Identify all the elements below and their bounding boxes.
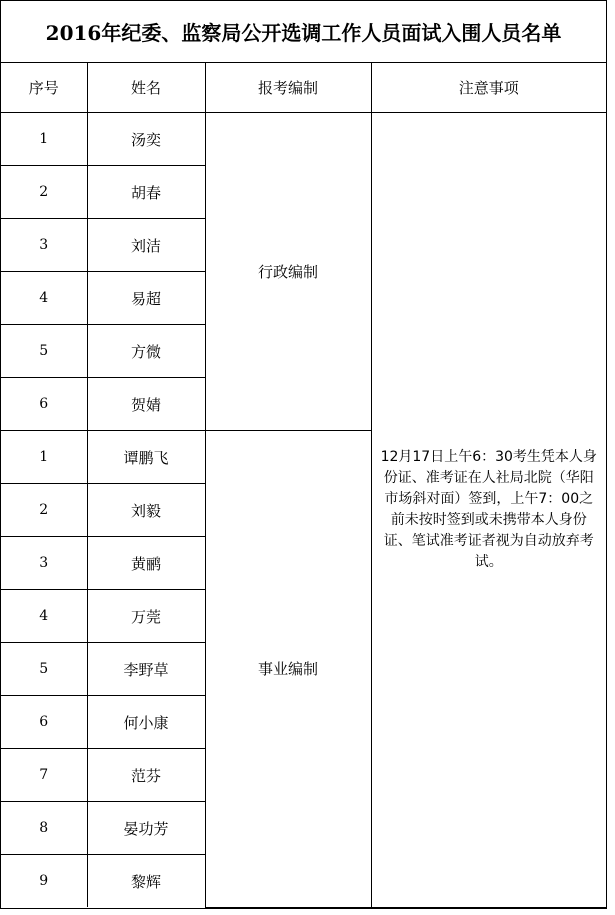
cell-name: 胡春 [87,166,205,219]
cell-name: 易超 [87,272,205,325]
header-name: 姓名 [87,63,205,113]
header-notes: 注意事项 [371,63,606,113]
page-title: 2016年纪委、监察局公开选调工作人员面试入围人员名单 [1,1,606,63]
cell-seq: 2 [1,484,87,537]
cell-name: 范芬 [87,749,205,802]
cell-seq: 4 [1,590,87,643]
cell-name: 谭鹏飞 [87,431,205,484]
cell-name: 刘洁 [87,219,205,272]
cell-name: 贺婧 [87,378,205,431]
table-row [1,113,606,166]
cell-seq: 6 [1,696,87,749]
cell-name: 何小康 [87,696,205,749]
cell-seq: 1 [1,113,87,166]
cell-name: 汤奕 [87,113,205,166]
cell-seq: 1 [1,431,87,484]
table-header-row [1,63,606,113]
cell-seq: 4 [1,272,87,325]
cell-seq: 2 [1,166,87,219]
cell-seq: 5 [1,643,87,696]
cell-seq: 3 [1,219,87,272]
header-seq: 序号 [1,63,87,113]
cell-seq: 9 [1,855,87,908]
cell-seq: 7 [1,749,87,802]
cell-name: 黎辉 [87,855,205,908]
cell-seq: 3 [1,537,87,590]
header-category: 报考编制 [205,63,371,113]
cell-name: 晏功芳 [87,802,205,855]
cell-seq: 5 [1,325,87,378]
cell-name: 方微 [87,325,205,378]
cell-seq: 6 [1,378,87,431]
notes-cell: 12月17日上午6：30考生凭本人身份证、准考证在人社局北院（华阳市场斜对面）签到，上午7：00之前未按时签到或未携带本人身份证、笔试准考证者视为自动放弃考试。 [371,113,606,908]
cell-category: 事业编制 [205,431,371,908]
cell-category: 行政编制 [205,113,371,431]
cell-name: 李野草 [87,643,205,696]
cell-name: 刘毅 [87,484,205,537]
cell-name: 万莞 [87,590,205,643]
cell-name: 黄鹂 [87,537,205,590]
candidate-table [1,63,606,908]
cell-seq: 8 [1,802,87,855]
